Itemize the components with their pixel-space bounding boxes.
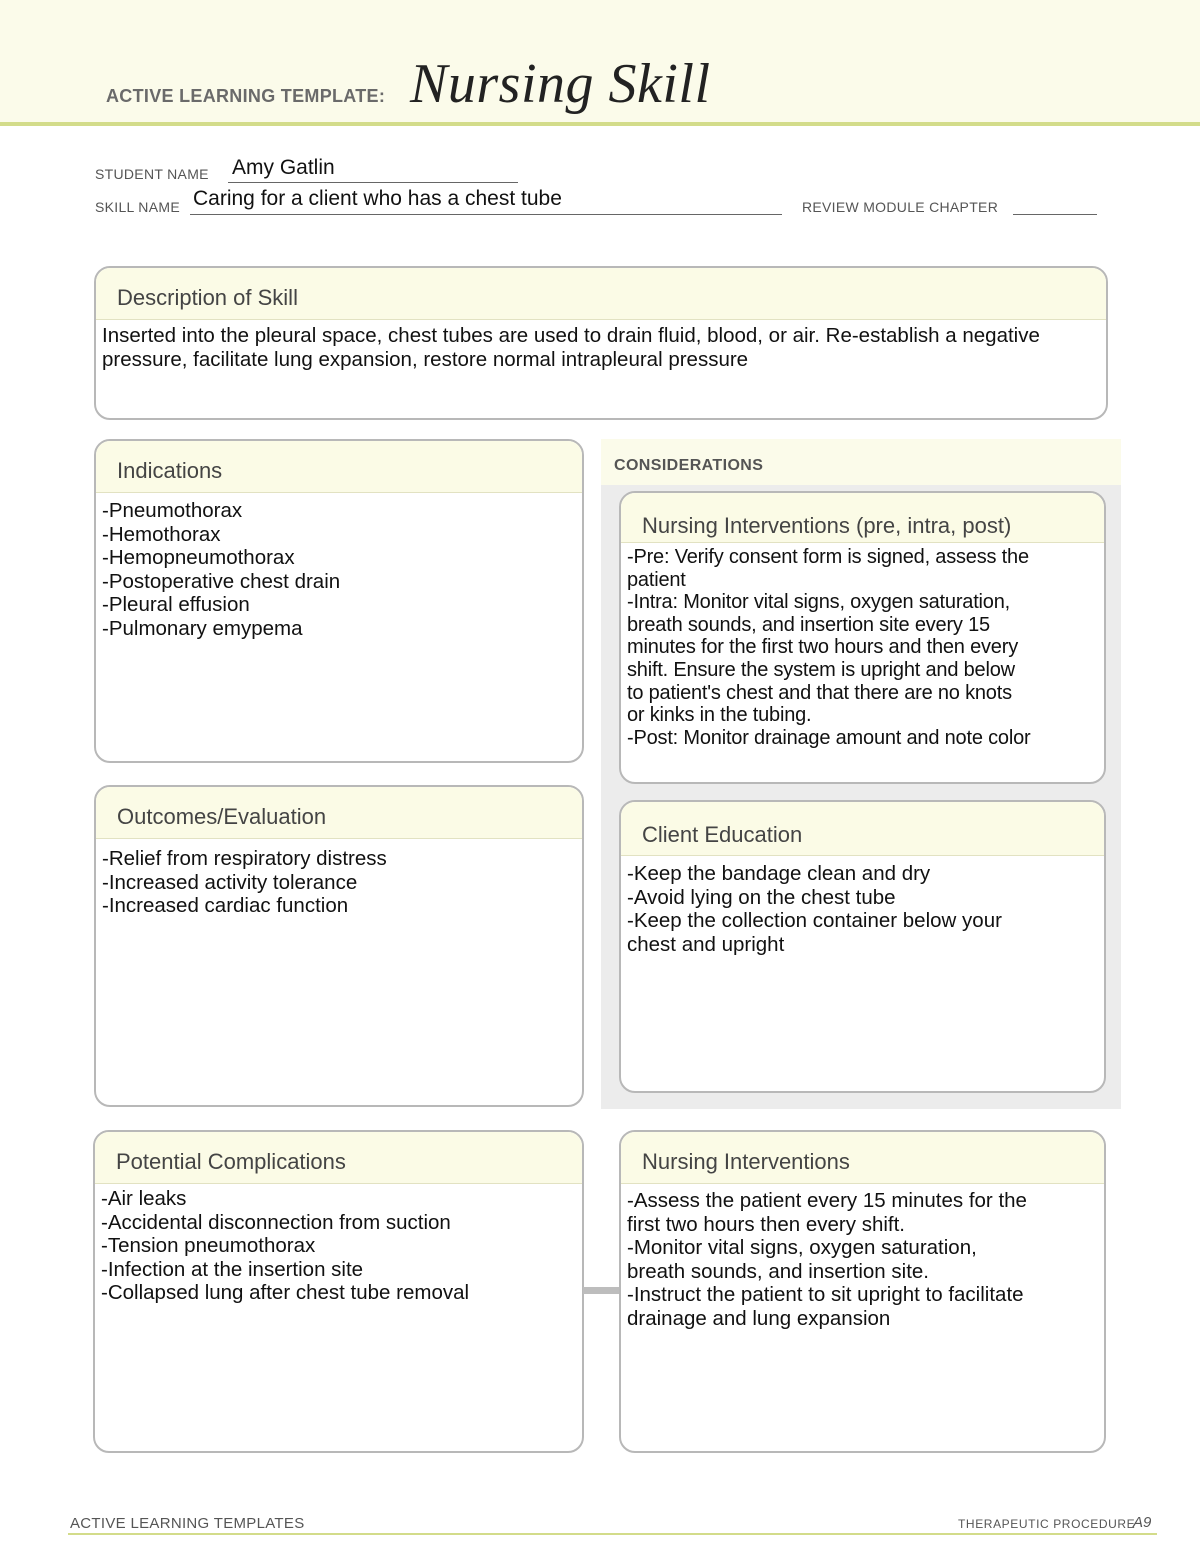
list-item: -Pulmonary emypema <box>102 616 303 640</box>
outcomes-heading: Outcomes/Evaluation <box>96 787 582 839</box>
skill-name-label: SKILL NAME <box>95 199 180 215</box>
client-education-heading: Client Education <box>621 802 1104 856</box>
text-line: -Pre: Verify consent form is signed, assess the <box>627 546 1029 568</box>
text-line: breath sounds, and insertion site every 15 <box>627 613 990 636</box>
text-line: first two hours then every shift. <box>627 1212 906 1236</box>
text-line: shift. Ensure the system is upright and below <box>627 658 1015 681</box>
page-number: A9 <box>1133 1514 1152 1531</box>
text-line: -Avoid lying on the chest tube <box>627 885 896 909</box>
outcomes-list[interactable] <box>96 839 582 918</box>
skill-name-field[interactable]: Caring for a client who has a chest tube <box>193 187 562 210</box>
text-line: -Monitor vital signs, oxygen saturation, <box>627 1236 977 1259</box>
nursing-interventions-heading: Nursing Interventions <box>621 1132 1104 1184</box>
skill-name-line <box>190 214 782 215</box>
footer-rule <box>68 1533 1157 1535</box>
connector-bar <box>583 1287 620 1294</box>
list-item: -Hemopneumothorax <box>102 546 295 569</box>
student-name-label: STUDENT NAME <box>95 166 209 182</box>
indications-list[interactable] <box>96 493 582 640</box>
text-line: or kinks in the tubing. <box>627 704 812 727</box>
text-line: breath sounds, and insertion site. <box>627 1259 929 1283</box>
outcomes-box <box>94 785 584 1107</box>
template-label: ACTIVE LEARNING TEMPLATE: <box>106 86 386 106</box>
text-line: chest and upright <box>627 932 785 956</box>
list-item: -Pneumothorax <box>102 499 243 522</box>
complications-list[interactable] <box>95 1184 582 1305</box>
header-rule <box>0 122 1200 126</box>
indications-heading: Indications <box>96 441 582 493</box>
list-item: -Infection at the insertion site <box>101 1257 364 1281</box>
text-line: drainage and lung expansion <box>627 1306 891 1330</box>
text-line: -Post: Monitor drainage amount and note color <box>627 726 1031 749</box>
list-item: -Collapsed lung after chest tube removal <box>101 1281 470 1304</box>
review-module-label: REVIEW MODULE CHAPTER <box>802 199 999 215</box>
text-line: -Instruct the patient to sit upright to facilitate <box>627 1283 1024 1306</box>
nursing-interventions-text[interactable] <box>621 1184 1104 1330</box>
list-item: -Relief from respiratory distress <box>102 847 387 870</box>
text-line: -Keep the collection container below your <box>627 909 1002 932</box>
student-name-field[interactable]: Amy Gatlin <box>232 156 335 179</box>
list-item: -Pleural effusion <box>102 593 250 616</box>
description-heading: Description of Skill <box>96 268 1106 320</box>
template-title: Nursing Skill <box>410 53 711 115</box>
text-line: to patient's chest and that there are no knots <box>627 681 1012 704</box>
complications-heading: Potential Complications <box>95 1132 582 1184</box>
nursing-interventions-pip-text[interactable] <box>621 543 1104 749</box>
text-line: minutes for the first two hours and then every <box>627 636 1018 659</box>
nursing-interventions-pip-heading: Nursing Interventions (pre, intra, post) <box>621 493 1104 543</box>
text-line: -Intra: Monitor vital signs, oxygen saturation, <box>627 591 1011 614</box>
client-education-text[interactable] <box>621 856 1104 956</box>
nursing-interventions-pip-box <box>619 491 1106 784</box>
footer-right-label: THERAPEUTIC PROCEDURE <box>958 1517 1136 1531</box>
list-item: -Increased cardiac function <box>102 894 349 917</box>
list-item: -Hemothorax <box>102 522 221 546</box>
description-box <box>94 266 1108 420</box>
footer-left-label: ACTIVE LEARNING TEMPLATES <box>70 1515 305 1532</box>
client-education-box <box>619 800 1106 1093</box>
nursing-interventions-box <box>619 1130 1106 1453</box>
text-line: -Keep the bandage clean and dry <box>627 862 931 885</box>
text-line: patient <box>627 568 686 591</box>
description-text[interactable]: Inserted into the pleural space, chest tubes are used to drain fluid, blood, or air. Re-establish a negative pressure, facilitate lung expansion, restore normal intrapleural pressure <box>102 324 1040 371</box>
list-item: -Accidental disconnection from suction <box>101 1210 451 1234</box>
list-item: -Tension pneumothorax <box>101 1234 316 1257</box>
indications-box <box>94 439 584 763</box>
text-line: -Assess the patient every 15 minutes for the <box>627 1189 1027 1212</box>
list-item: -Increased activity tolerance <box>102 870 358 894</box>
list-item: -Postoperative chest drain <box>102 569 341 593</box>
student-name-line <box>228 182 518 183</box>
review-module-line <box>1013 214 1097 215</box>
considerations-label: CONSIDERATIONS <box>614 457 764 474</box>
list-item: -Air leaks <box>101 1187 187 1210</box>
complications-box <box>93 1130 584 1453</box>
